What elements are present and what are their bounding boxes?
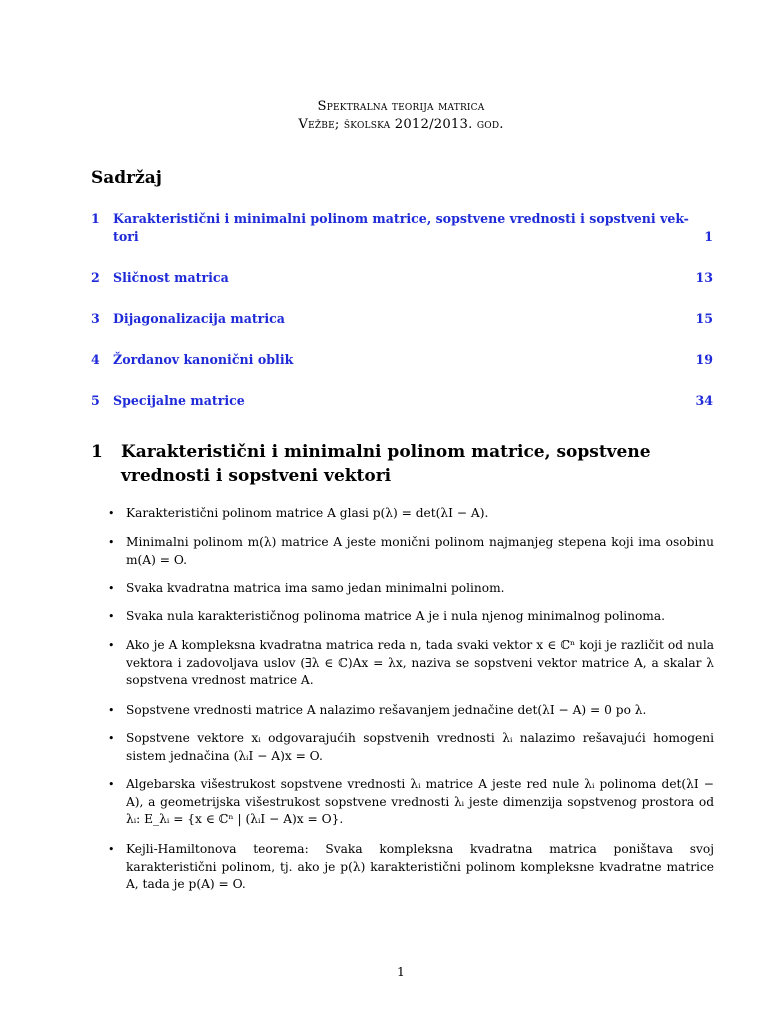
toc-heading: Sadržaj	[91, 168, 162, 188]
toc-entry-number: 3	[91, 311, 100, 326]
list-item-text: Kejli-Hamiltonova teorema: Svaka kompleksna kvadratna matrica poništava svoj karakteristični polinom, tj. ako je p(λ) karakteristični polinom kompleksne kvadratne matrice A, tada je p(A) = O.	[126, 842, 714, 891]
toc-entry-5[interactable]	[91, 392, 713, 410]
bullet-icon: •	[108, 536, 115, 549]
list-item-text: Sopstvene vektore xᵢ odgovarajućih sopstvenih vrednosti λᵢ nalazimo rešavajući homogeni sistem jednačina (λᵢI − A)x = O.	[126, 731, 714, 763]
toc-entry-page: 34	[695, 393, 713, 408]
toc-entry-number: 2	[91, 270, 100, 285]
title-line-1: Spektralna teorija matrica	[317, 99, 485, 114]
toc-entry-number: 1	[91, 211, 100, 226]
toc-entry-title: Dijagonalizacija matrica	[113, 311, 285, 326]
toc-entry-title: Sličnost matrica	[113, 270, 229, 285]
toc-entry-3[interactable]	[91, 310, 713, 328]
section-title: Karakteristični i minimalni polinom matrice, sopstvene vrednosti i sopstveni vektori	[121, 442, 651, 486]
title-line-2: Vežbe; školska 2012/2013. god.	[298, 117, 504, 132]
toc-entry-page: 1	[704, 229, 713, 244]
toc-entry-1[interactable]	[91, 210, 713, 246]
bullet-icon: •	[108, 507, 115, 520]
toc-entry-title: Žordanov kanonični oblik	[113, 352, 294, 367]
bullet-icon: •	[108, 582, 115, 595]
bullet-icon: •	[108, 732, 115, 745]
toc-entry-4[interactable]	[91, 351, 713, 369]
section-number: 1	[91, 442, 103, 462]
document-title	[0, 98, 768, 134]
toc-entry-page: 15	[695, 311, 713, 326]
bullet-icon: •	[108, 778, 115, 791]
toc-entry-page: 13	[695, 270, 713, 285]
list-item-text: Minimalni polinom m(λ) matrice A jeste monični polinom najmanjeg stepena koji ima osobinu m(A) = O.	[126, 535, 714, 567]
bullet-icon: •	[108, 704, 115, 717]
page-number: 1	[397, 964, 405, 979]
toc-entry-title: Specijalne matrice	[113, 393, 245, 408]
list-item-text: Karakteristični polinom matrice A glasi p(λ) = det(λI − A).	[126, 506, 489, 520]
toc-entry-2[interactable]	[91, 269, 713, 287]
list-item-text: Svaka nula karakterističnog polinoma matrice A je i nula njenog minimalnog polinoma.	[126, 609, 665, 623]
bullet-icon: •	[108, 639, 115, 652]
bullet-icon: •	[108, 843, 115, 856]
toc-entry-number: 4	[91, 352, 100, 367]
list-item-text: Algebarska višestrukost sopstvene vrednosti λᵢ matrice A jeste red nule λᵢ polinoma det(λI − A), a geometrijska višestrukost sopstvene vrednosti λᵢ jeste dimenzija sopstvenog prostora od λᵢ: E_λᵢ = {x ∈ ℂⁿ | (λᵢI − A)x = O}.	[126, 777, 714, 826]
list-item-text: Ako je A kompleksna kvadratna matrica reda n, tada svaki vektor x ∈ ℂⁿ koji je različit od nula vektora i zadovoljava uslov (∃λ ∈ ℂ)Ax = λx, naziva se sopstveni vektor matrice A, a skalar λ sopstvena vrednost matrice A.	[126, 638, 714, 687]
toc-entry-page: 19	[695, 352, 713, 367]
bullet-icon: •	[108, 610, 115, 623]
list-item-text: Sopstvene vrednosti matrice A nalazimo rešavanjem jednačine det(λI − A) = 0 po λ.	[126, 703, 647, 717]
list-item-text: Svaka kvadratna matrica ima samo jedan minimalni polinom.	[126, 581, 505, 595]
toc-entry-title: Karakteristični i minimalni polinom matrice, sopstvene vrednosti i sopstveni vek-	[113, 211, 689, 226]
toc-entry-number: 5	[91, 393, 100, 408]
toc-entry-title-continued: tori	[113, 229, 139, 244]
